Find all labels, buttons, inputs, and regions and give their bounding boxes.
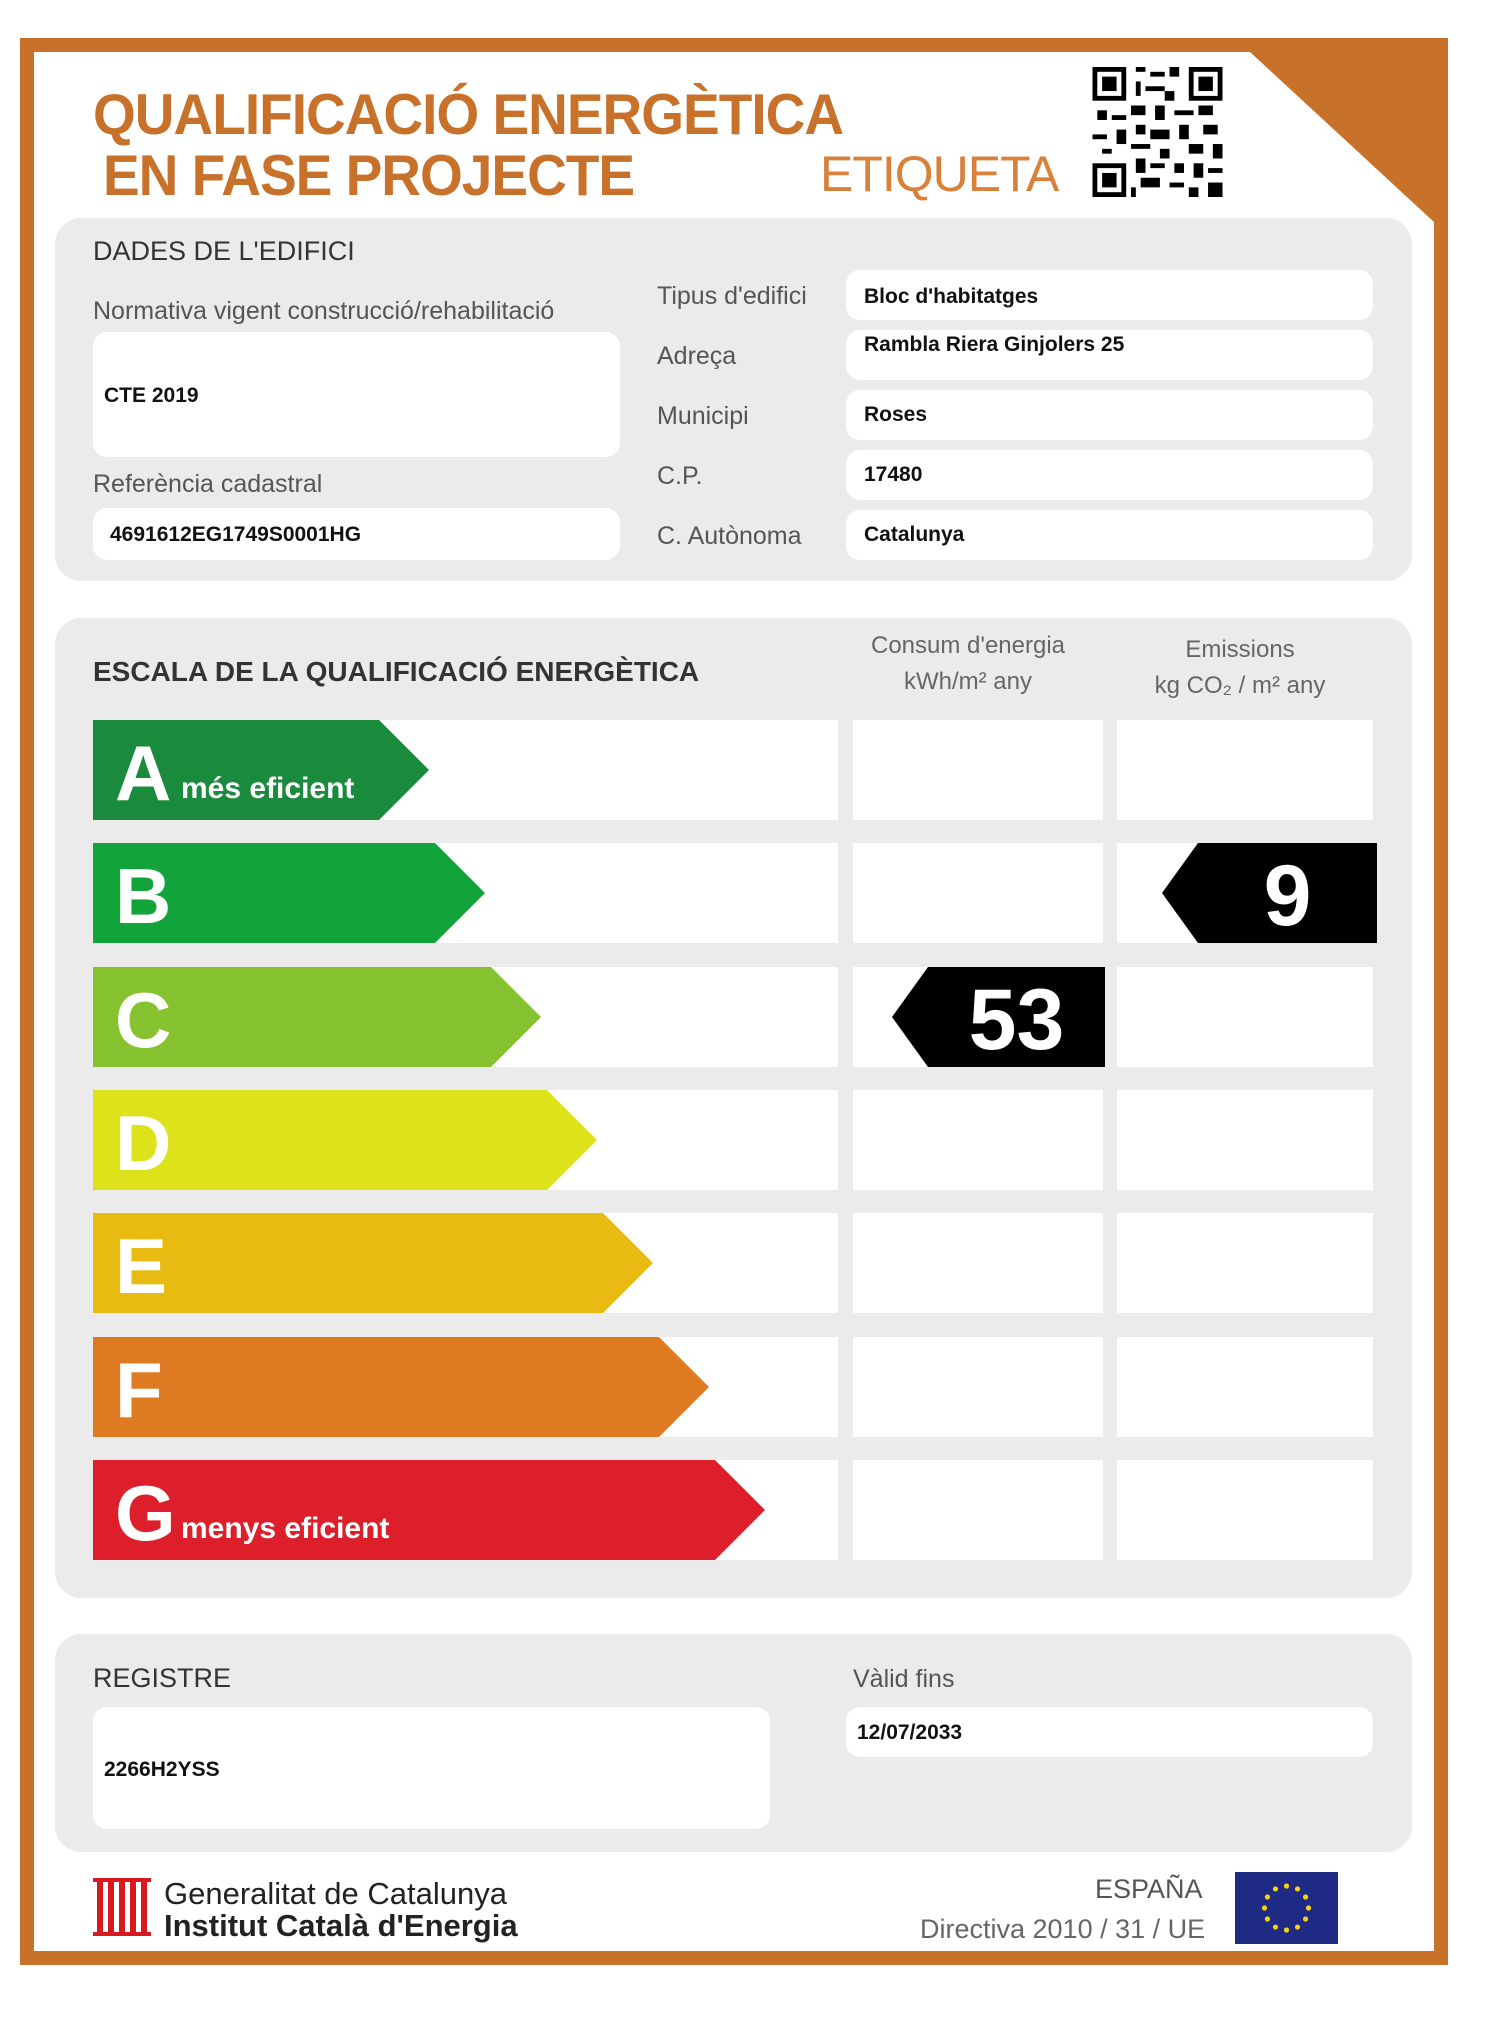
org-name-2: Institut Català d'Energia	[164, 1908, 518, 1943]
cadastral-label: Referència cadastral	[93, 470, 323, 498]
consumption-title: Consum d'energia	[870, 632, 1066, 659]
consumption-marker-value: 53	[968, 972, 1065, 1068]
field-label-autonoma: C. Autònoma	[657, 522, 802, 550]
rating-letter: C	[115, 976, 172, 1064]
scale-section-title: ESCALA DE LA QUALIFICACIÓ ENERGÈTICA	[93, 656, 700, 687]
field-label-adreca: Adreça	[657, 342, 737, 370]
eu-flag-icon	[1235, 1872, 1338, 1944]
rating-letter: E	[115, 1222, 168, 1310]
corner-fold	[1250, 52, 1434, 222]
field-value-municipi: Roses	[864, 403, 928, 426]
consumption-cell	[853, 1090, 1103, 1190]
emissions-title: Emissions	[1185, 636, 1295, 663]
rating-sublabel: més eficient	[181, 772, 355, 805]
normativa-value: CTE 2019	[104, 384, 199, 407]
org-name-1: Generalitat de Catalunya	[164, 1876, 507, 1911]
emissions-cell	[1117, 1460, 1373, 1560]
title-line-2: EN FASE PROJECTE	[103, 142, 635, 208]
emissions-cell	[1117, 1090, 1373, 1190]
rating-letter: D	[115, 1099, 172, 1187]
field-value-autonoma: Catalunya	[864, 523, 965, 546]
qr-code-icon	[1090, 67, 1225, 197]
emissions-unit: kg CO₂ / m² any	[1154, 672, 1326, 699]
field-label-cp: C.P.	[657, 462, 703, 490]
field-box-cp	[846, 450, 1373, 500]
consumption-header	[846, 632, 1090, 696]
valid-value: 12/07/2033	[857, 1721, 963, 1744]
field-value-cp: 17480	[864, 463, 923, 486]
etiqueta-label: ETIQUETA	[820, 146, 1059, 202]
field-value-adreca: Rambla Riera Ginjolers 25	[864, 333, 1125, 356]
rating-bar-d	[93, 1090, 597, 1190]
generalitat-logo-icon	[93, 1876, 151, 1938]
rating-letter: G	[115, 1469, 176, 1557]
directive-label: Directiva 2010 / 31 / UE	[920, 1914, 1206, 1944]
rating-bar-e	[93, 1213, 653, 1313]
rating-letter: B	[115, 852, 172, 940]
emissions-header	[1114, 636, 1366, 700]
consumption-unit: kWh/m² any	[903, 668, 1032, 695]
rating-bar-f	[93, 1337, 709, 1437]
emissions-cell	[1117, 1213, 1373, 1313]
emissions-cell	[1117, 1337, 1373, 1437]
consumption-cell	[853, 1337, 1103, 1437]
emissions-cell	[1117, 967, 1373, 1067]
cadastral-value: 4691612EG1749S0001HG	[110, 523, 362, 546]
rating-bar-a	[93, 720, 429, 820]
valid-label: Vàlid fins	[853, 1665, 955, 1693]
rating-bar-g	[93, 1460, 765, 1560]
registry-label: REGISTRE	[93, 1663, 232, 1693]
building-section-title: DADES DE L'EDIFICI	[93, 236, 355, 266]
emissions-marker	[1162, 843, 1377, 943]
rating-letter: A	[115, 729, 172, 817]
field-value-tipus: Bloc d'habitatges	[864, 285, 1039, 308]
rating-letter: F	[115, 1346, 163, 1434]
emissions-cell	[1117, 720, 1373, 820]
field-label-tipus: Tipus d'edifici	[657, 282, 807, 310]
field-label-municipi: Municipi	[657, 402, 749, 430]
emissions-marker-value: 9	[1263, 848, 1312, 944]
country-label: ESPAÑA	[1095, 1874, 1203, 1904]
consumption-cell	[853, 843, 1103, 943]
consumption-cell	[853, 720, 1103, 820]
title-line-1: QUALIFICACIÓ ENERGÈTICA	[93, 81, 844, 147]
consumption-cell	[853, 1213, 1103, 1313]
registry-value: 2266H2YSS	[104, 1758, 220, 1781]
consumption-marker	[892, 967, 1105, 1067]
rating-bar-b	[93, 843, 485, 943]
consumption-cell	[853, 1460, 1103, 1560]
normativa-label: Normativa vigent construcció/rehabilitació	[93, 297, 555, 325]
rating-bar-c	[93, 967, 541, 1067]
rating-sublabel: menys eficient	[181, 1512, 390, 1545]
